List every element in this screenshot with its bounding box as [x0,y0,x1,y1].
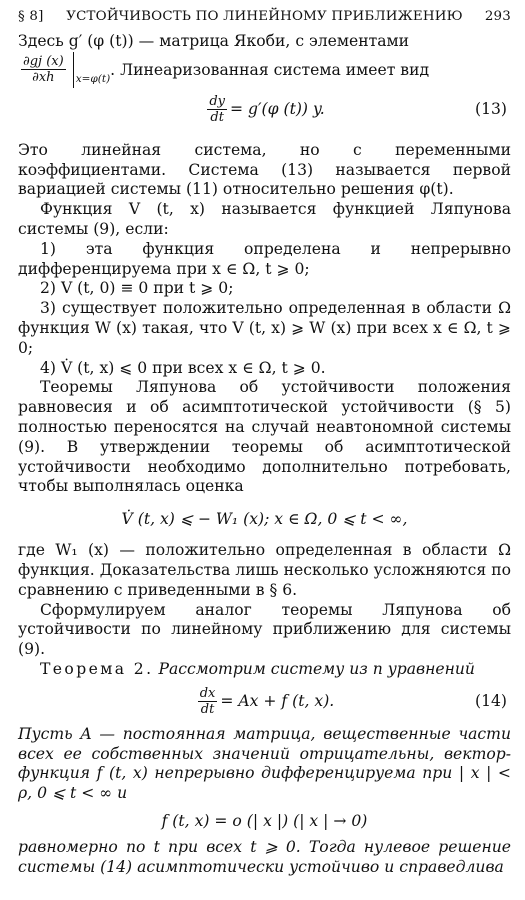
jacobi-numerator: ∂gj (x) [23,54,64,70]
eq13-denominator: dt [210,109,224,125]
intro-line-1: Здесь g′ (φ (t)) — матрица Якоби, с элементами [18,32,410,50]
page-number: 293 [484,9,511,24]
theorem-label: Теорема 2. [40,659,154,678]
paragraph-w1-definition: где W₁ (x) — положительно определенная в области Ω функция. Доказательства лишь несколько усложняются по сравнению с приведенными в § 6. [18,541,511,599]
condition-4: 4) V̇ (t, x) ⩽ 0 при всех x ∈ Ω, t ⩾ 0. [40,358,326,377]
equation-estimate: V̇ (t, x) ⩽ − W₁ (x); x ∈ Ω, 0 ⩽ t < ∞, [121,510,408,529]
running-header [18,0,511,24]
theorem-2-hypothesis: Пусть A — постоянная матрица, вещественные части всех ее собственных значений отрицательны, вектор-функция f (t, x) непрерывно дифференцируема при | x | < ρ, 0 ⩽ t < ∞ и [18,724,511,803]
evaluation-point: x=φ(t) [75,72,111,85]
theorem-intro: Рассмотрим систему из n уравнений [158,659,475,678]
eq13-rhs: = g′(φ (t)) y. [229,100,325,119]
condition-2: 2) V (t, 0) ≡ 0 при t ⩾ 0; [40,279,234,298]
condition-3: 3) существует положительно определенная в области Ω функция W (x) такая, что V (t, x) ⩾ W (x) при всех x ∈ Ω, t ⩾ 0; [18,299,511,357]
eq13-fraction [207,94,227,125]
eq13-number: (13) [474,100,507,119]
eq14-rhs: = Ax + f (t, x). [220,692,335,711]
jacobi-denominator: ∂xh [32,70,55,86]
intro-line-2 [18,52,511,88]
header-title: УСТОЙЧИВОСТЬ ПО ЛИНЕЙНОМУ ПРИБЛИЖЕНИЮ [66,9,463,24]
paragraph-lyapunov-theorems: Теоремы Ляпунова об устойчивости положения равновесия и об асимптотической устойчивости (§ 5) полностью переносятся на случай неавтономной системы (9). В утверждении теоремы об асимптотической устойчивости необходимо дополнительно потребовать, чтобы выполнялась оценка [18,378,511,496]
paragraph-lyapunov-function: Функция V (t, x) называется функцией Ляпунова системы (9), если: [18,200,511,238]
theorem-2-conclusion: равномерно по t при всех t ⩾ 0. Тогда нулевое решение системы (14) асимптотически устойчиво и справедлива [18,837,511,876]
eq14-denominator: dt [200,701,215,717]
equation-little-o: f (t, x) = o (| x |) (| x | → 0) [161,811,368,830]
theorem-2-heading [18,660,511,680]
eq14-numerator: dx [199,685,216,701]
eq13-numerator: dy [209,93,225,109]
condition-1: 1) эта функция определена и непрерывно дифференцируема при x ∈ Ω, t ⩾ 0; [18,239,511,278]
header-section: § 8] [18,9,44,24]
intro-line-2-text: . Линеаризованная система имеет вид [110,60,430,79]
eq14-number: (14) [474,692,507,711]
eq14-fraction [198,686,218,717]
jacobi-element-fraction [21,54,66,85]
evaluation-bar [73,52,74,88]
equation-13 [18,94,511,125]
paragraph-formulation: Сформулируем аналог теоремы Ляпунова об устойчивости по линейному приближению для системы (9). [18,600,511,659]
paragraph-linear-system: Это линейная система, но с переменными коэффициентами. Система (13) называется первой вариацией системы (11) относительно решения φ(t). [18,140,511,199]
equation-14 [18,686,511,717]
